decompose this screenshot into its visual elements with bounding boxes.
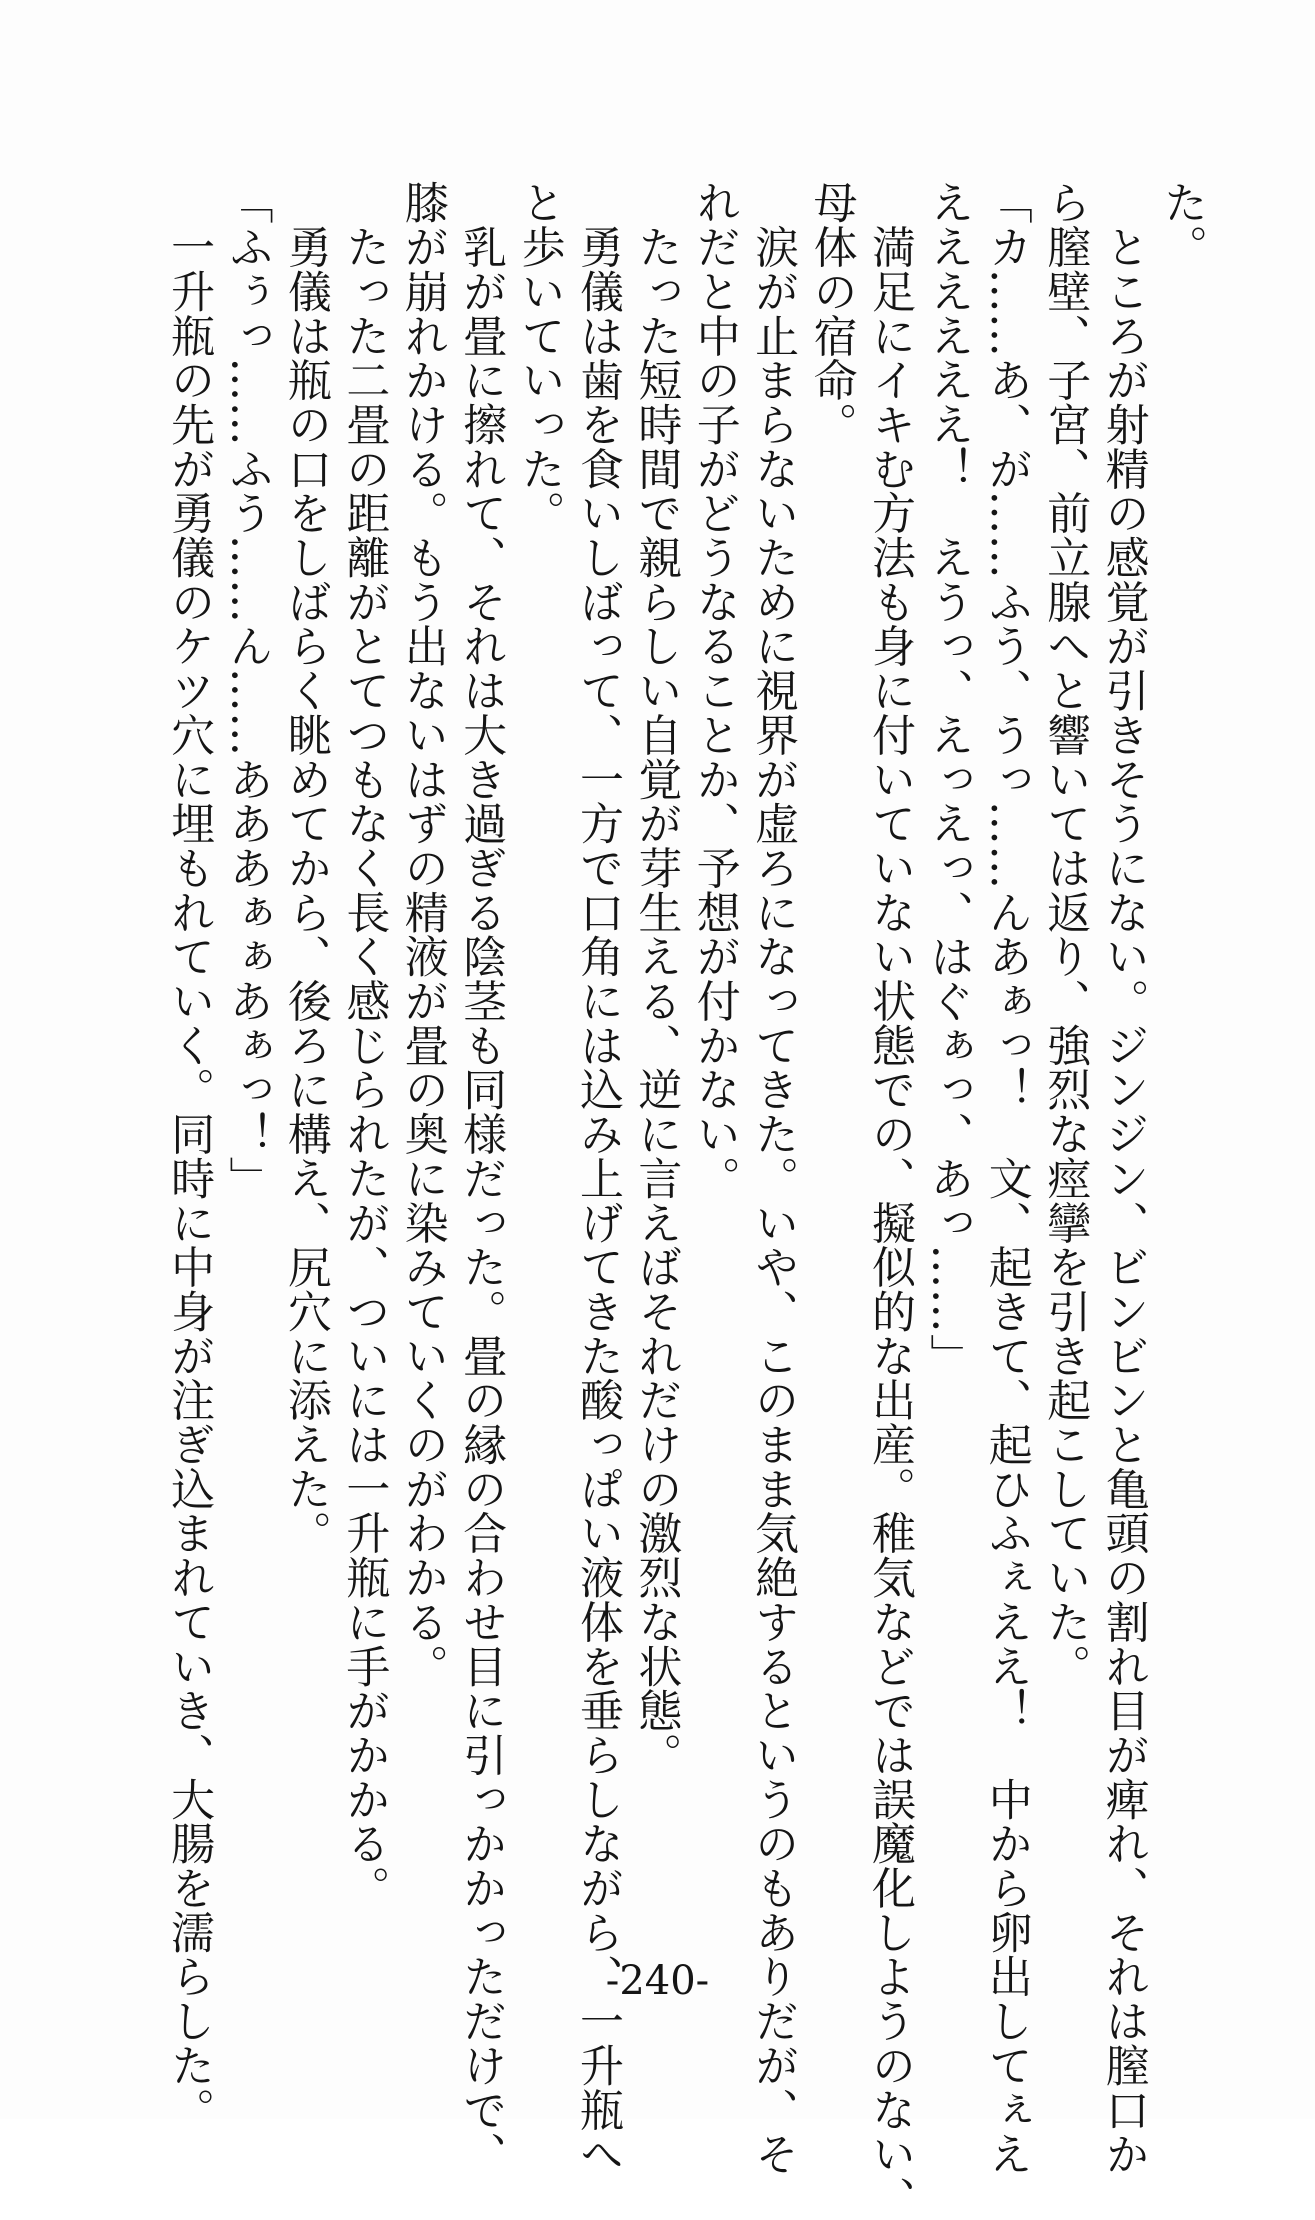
text-line: 勇儀は歯を食いしばって、一方で口角には込み上げてきた酸っぱい液体を垂らしながら、一升瓶へ <box>571 180 623 2176</box>
text-line: ら膣壁、子宮、前立腺へと響いては返り、強烈な痙攣を引き起こしていた。 <box>1039 180 1091 1688</box>
text-line: 「ふぅっ……ふう……ん……あああぁぁあぁっ！」 <box>221 180 273 1201</box>
text-line: と歩いていった。 <box>513 180 565 535</box>
text-line: 「カ……あ、が……ふう、うっ……んあぁっ！ 文、起きて、起ひふぇええ！ 中から卵出してぇえ <box>980 180 1032 2176</box>
text-line: ええええええ！ えうっ、えっえっ、はぐぁっ、あっ……」 <box>922 180 974 1378</box>
text-line: たった二畳の距離がとてつもなく長く感じられたが、ついには一升瓶に手がかかる。 <box>338 180 390 1910</box>
text-line: 涙が止まらないために視界が虚ろになってきた。いや、このまま気絶するというのもありだが、そ <box>747 180 799 2176</box>
text-line: 一升瓶の先が勇儀のケツ穴に埋もれていく。同時に中身が注ぎ込まれていき、大腸を濡らした。 <box>163 180 215 2132</box>
text-line: ところが射精の感覚が引きそうにない。ジンジン、ビンビンと亀頭の割れ目が痺れ、それは膣口か <box>1097 180 1149 2176</box>
text-line: れだと中の子がどうなることか、予想が付かない。 <box>688 180 740 1201</box>
text-line: た。 <box>1156 180 1207 269</box>
text-line: たった短時間で親らしい自覚が芽生える、逆に言えばそれだけの激烈な状態。 <box>630 180 682 1777</box>
text-line: 満足にイキむ方法も身に付いていない状態での、擬似的な出産。稚気などでは誤魔化しようのない、 <box>863 180 915 2220</box>
text-line: 膝が崩れかける。もう出ないはずの精液が畳の奥に染みていくのがわかる。 <box>396 180 448 1688</box>
text-line: 乳が畳に擦れて、それは大き過ぎる陰茎も同様だった。畳の縁の合わせ目に引っかかっただけで、 <box>455 180 507 2176</box>
page-number: -240- <box>605 1958 710 2004</box>
text-line: 母体の宿命。 <box>805 180 857 447</box>
text-line: 勇儀は瓶の口をしばらく眺めてから、後ろに構え、尻穴に添えた。 <box>279 180 331 1555</box>
